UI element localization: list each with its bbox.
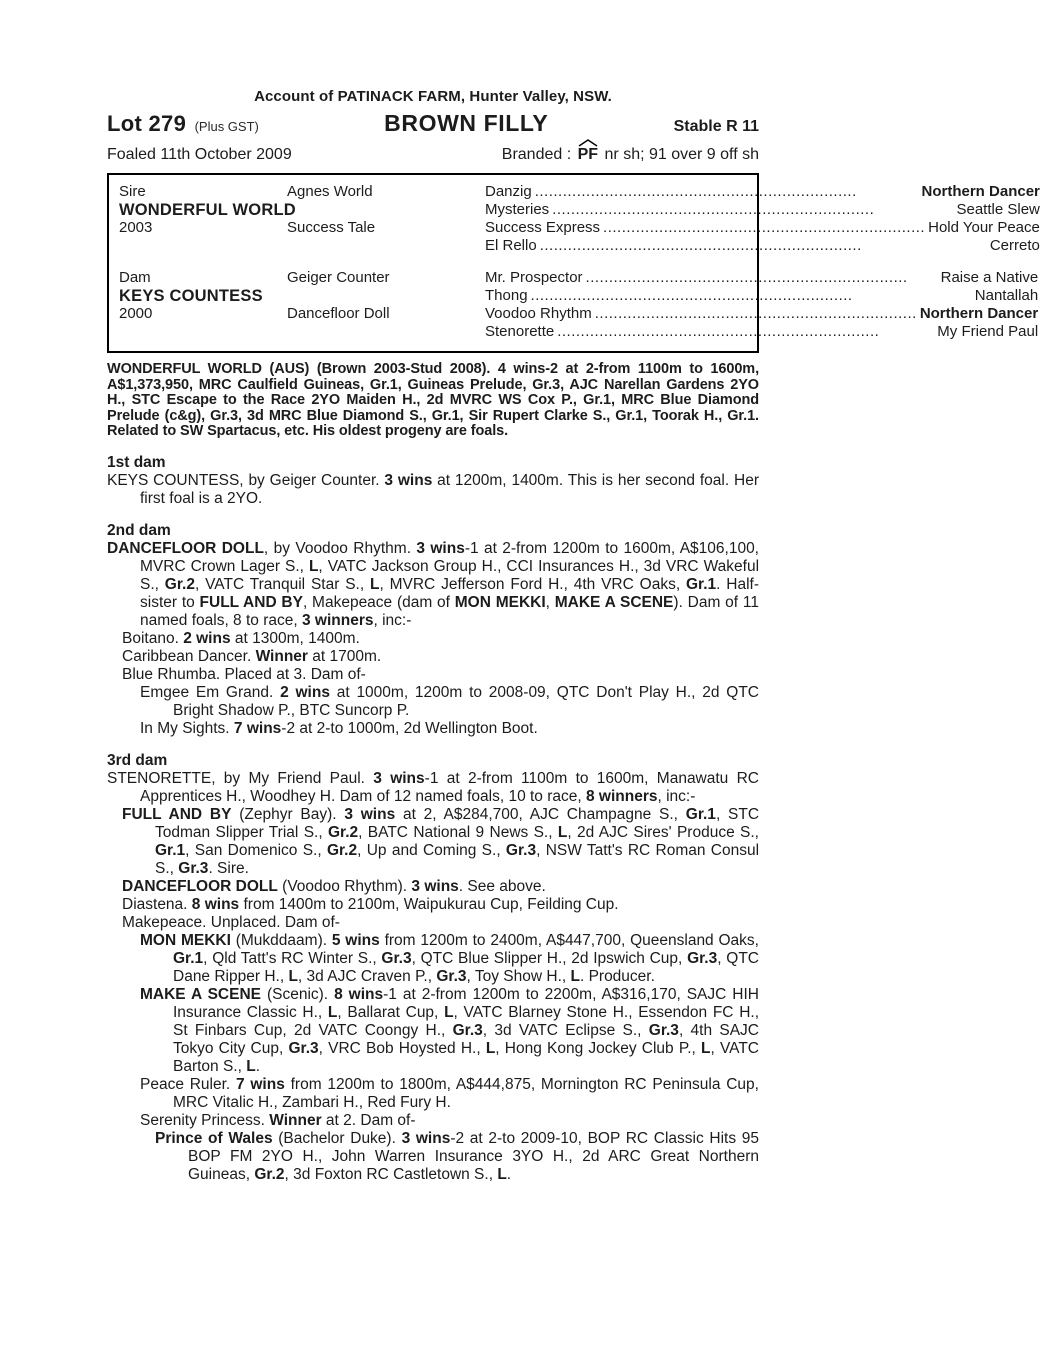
bold-text: MON MEKKI — [140, 931, 231, 949]
text: . Sire. — [208, 859, 249, 877]
pedigree-paragraph — [140, 932, 759, 986]
text: at 2. Dam of- — [321, 1111, 416, 1129]
pedigree-year: 2000 — [119, 305, 153, 322]
great-grandparent-name: Seattle Slew — [956, 201, 1040, 218]
pedigree-row — [119, 183, 1040, 255]
text: , Makepeace (dam of — [302, 593, 455, 611]
section — [107, 454, 759, 508]
grandparent-name: El Rello — [485, 237, 537, 254]
grandparent-name: Danzig — [485, 183, 532, 200]
text: -1 at 2-from 1200m to 1600m, A$106,100, MVRC Crown Lager S., — [140, 539, 759, 575]
spacer — [287, 201, 485, 219]
grandparent-name: Stenorette — [485, 323, 555, 340]
pedigree-parents — [287, 269, 485, 341]
text: , QTC Dane Ripper H., — [173, 949, 759, 985]
text: , inc:- — [657, 787, 696, 805]
ancestor-line — [485, 237, 1040, 255]
text: Boitano. — [122, 629, 184, 647]
text: (Scenic). — [261, 985, 335, 1003]
bold-text: Prince of Wales — [155, 1129, 273, 1147]
great-grandparent-name: Northern Dancer — [921, 183, 1040, 200]
text: from 1200m to 1800m, A$444,875, Mornington RC Peninsula Cup, MRC Vitalic H., Zambari H., Red Fury H. — [173, 1075, 759, 1111]
text: , 4th SAJC Tokyo City Cup, — [173, 1021, 759, 1057]
bold-text: Gr.1 — [173, 949, 204, 967]
ancestor-line — [485, 323, 1038, 341]
pedigree-ancestors — [485, 269, 1038, 341]
bold-text: Gr.2 — [164, 575, 195, 593]
great-grandparent-name: Cerreto — [989, 237, 1040, 254]
text: at 1000m, 1200m to 2008-09, QTC Don't Play H., 2d QTC Bright Shadow P., BTC Suncorp P. — [173, 683, 759, 719]
bold-text: L — [288, 967, 298, 985]
pedigree-name: KEYS COUNTESS — [119, 287, 263, 305]
text: , 3d Foxton RC Castletown S., — [284, 1165, 498, 1183]
bold-text: Gr.3 — [452, 1021, 483, 1039]
text: , MVRC Jefferson Ford H., 4th VRC Oaks, — [379, 575, 686, 593]
text: KEYS COUNTESS, by Geiger Counter. — [107, 471, 385, 489]
bold-text: 3 wins — [401, 1129, 451, 1147]
bold-text: Gr.3 — [288, 1039, 319, 1057]
text: Diastena. — [122, 895, 192, 913]
text: , NSW Tatt's RC Roman Consul S., — [155, 841, 760, 877]
text: , VATC Barton S., — [173, 1039, 759, 1075]
leader-dots — [603, 219, 925, 237]
bold-text: FULL AND BY — [199, 593, 303, 611]
pedigree-paragraph — [122, 630, 759, 648]
text: -2 at 2-to 1000m, 2d Wellington Boot. — [281, 719, 538, 737]
text: , Ballarat Cup, — [337, 1003, 445, 1021]
text: , — [545, 593, 555, 611]
text: at 1700m. — [307, 647, 382, 665]
bold-text: Gr.1 — [685, 575, 717, 593]
bold-text: Winner — [269, 1111, 322, 1129]
pedigree-paragraph — [140, 1112, 759, 1130]
leader-dots — [552, 201, 953, 219]
text: , 3d AJC Craven P., — [297, 967, 437, 985]
bold-text: MAKE A SCENE — [140, 985, 261, 1003]
text: , VRC Bob Hoysted H., — [318, 1039, 486, 1057]
text: , Hong Kong Jockey Club P., — [495, 1039, 701, 1057]
text: , 3d VATC Eclipse S., — [482, 1021, 649, 1039]
grandparent-name: Mr. Prospector — [485, 269, 583, 286]
stable-number: Stable R 11 — [673, 118, 759, 135]
text: , QTC Blue Slipper H., 2d Ipswich Cup, — [411, 949, 688, 967]
text: at 2, A$284,700, AJC Champagne S., — [395, 805, 686, 823]
parent-name: Agnes World — [287, 183, 373, 200]
pedigree-subject — [119, 269, 287, 341]
bold-text: Gr.3 — [381, 949, 412, 967]
grandparent-name: Success Express — [485, 219, 601, 236]
spacer — [287, 287, 485, 305]
brand-mark — [578, 146, 598, 164]
pedigree-paragraph — [107, 540, 759, 630]
text: -1 at 2-from 1200m to 2200m, A$316,170, SAJC HIH Insurance Classic H., — [173, 985, 759, 1021]
section-heading: 1st dam — [107, 453, 166, 471]
grandparent-name: Voodoo Rhythm — [485, 305, 592, 322]
pedigree-paragraph — [107, 472, 759, 508]
leader-dots — [586, 269, 938, 287]
text: (Voodoo Rhythm). — [277, 877, 412, 895]
grandparent-name: Mysteries — [485, 201, 550, 218]
section — [107, 522, 759, 738]
bold-text: 3 wins — [373, 769, 425, 787]
text: Blue Rhumba. Placed at 3. Dam of- — [122, 665, 366, 683]
lot-left — [107, 111, 259, 137]
ancestor-line — [485, 305, 1038, 323]
bold-text: DANCEFLOOR DOLL — [122, 877, 278, 895]
pedigree-role: Dam — [119, 269, 151, 286]
parent-name: Geiger Counter — [287, 269, 390, 286]
bold-text: Gr.1 — [685, 805, 716, 823]
text: , VATC Jackson Group H., CCI Insurances H., 3d VRC Wakeful S., — [140, 557, 760, 593]
parent-name: Success Tale — [287, 219, 376, 236]
ancestor-line — [485, 287, 1038, 305]
text: , Qld Tatt's RC Winter S., — [203, 949, 382, 967]
pedigree-paragraph — [140, 986, 759, 1076]
bold-text: 7 wins — [233, 719, 282, 737]
pedigree-paragraph — [122, 648, 759, 666]
bold-text: 5 wins — [331, 931, 380, 949]
pedigree-paragraph — [122, 806, 759, 878]
text: at 1200m, 1400m. This is her second foal. Her first foal is a 2YO. — [140, 471, 759, 507]
pedigree-table — [107, 173, 1040, 353]
bold-text: 3 winners — [301, 611, 374, 629]
branded-suffix: nr sh; 91 over 9 off sh — [604, 146, 759, 163]
text: , BATC National 9 News S., — [358, 823, 558, 841]
text: Serenity Princess. — [140, 1111, 270, 1129]
text: , San Domenico S., — [185, 841, 327, 859]
text: , 2d AJC Sires' Produce S., — [567, 823, 759, 841]
leader-dots — [531, 287, 972, 305]
bold-text: Gr.3 — [687, 949, 718, 967]
pedigree-paragraph — [140, 684, 759, 720]
text: -1 at 2-from 1100m to 1600m, Manawatu RC Apprentices H., Woodhey H. Dam of 12 named foals, 10 to race, — [140, 769, 759, 805]
great-grandparent-name: Nantallah — [974, 287, 1039, 304]
text: Peace Ruler. — [140, 1075, 236, 1093]
ancestor-line — [485, 201, 1040, 219]
text: , Toy Show H., — [466, 967, 571, 985]
text: , VATC Blarney Stone H., Essendon FC H., St Finbars Cup, 2d VATC Coongy H., — [173, 1003, 759, 1039]
text: . — [255, 1057, 261, 1075]
bold-text: 3 wins — [344, 805, 396, 823]
bold-text: L — [444, 1003, 454, 1021]
pedigree-paragraph — [107, 770, 759, 806]
leader-dots — [540, 237, 987, 255]
bold-text: 8 winners — [586, 787, 658, 805]
text: In My Sights. — [140, 719, 234, 737]
text: from 1200m to 2400m, A$447,700, Queensland Oaks, — [379, 931, 759, 949]
brand-hat-icon — [578, 139, 598, 147]
text: , VATC Tranquil Star S., — [194, 575, 370, 593]
bold-text: Gr.3 — [436, 967, 467, 985]
section-heading: 2nd dam — [107, 521, 171, 539]
leader-dots — [557, 323, 934, 341]
pedigree-subject — [119, 183, 296, 255]
bold-text: 3 wins — [384, 471, 433, 489]
bold-text: 8 wins — [334, 985, 384, 1003]
text: (Mukddaam). — [230, 931, 332, 949]
brand-letters: PF — [577, 146, 599, 163]
pedigree-paragraph — [122, 666, 759, 684]
text: , by Voodoo Rhythm. — [263, 539, 417, 557]
text: from 1400m to 2100m, Waipukurau Cup, Feilding Cup. — [239, 895, 619, 913]
text: Emgee Em Grand. — [140, 683, 281, 701]
bold-text: 8 wins — [191, 895, 240, 913]
text: , Up and Coming S., — [357, 841, 506, 859]
bold-text: L — [700, 1039, 711, 1057]
catalog-page — [107, 0, 1040, 1184]
great-grandparent-name: Raise a Native — [940, 269, 1039, 286]
pedigree-role: Sire — [119, 183, 146, 200]
great-grandparent-name: My Friend Paul — [937, 323, 1039, 340]
bold-text: WONDERFUL WORLD (AUS) (Brown 2003-Stud 2008). 4 wins-2 at 2-from 1100m to 1600m, A$1,373,950, MRC Caulfield Guineas, Gr.1, Guineas Prelude, Gr.3, AJC Narellan Gardens 2YO H., STC Escape to the Race 2YO Maiden H., 2d MVRC WS Cox P., Gr.1, MRC Blue Diamond Prelude (c&g), Gr.3, 3d MRC Blue Diamond S., Gr.1, Sir Rupert Clarke S., Gr.1, Toorak H., Gr.1. Related to SW Spartacus, etc. His oldest progeny are foals. — [107, 361, 759, 439]
great-grandparent-name: Northern Dancer — [919, 305, 1039, 322]
bold-text: 2 wins — [183, 629, 231, 647]
branded-line — [502, 146, 759, 164]
bold-text: FULL AND BY — [122, 805, 232, 823]
parent-name: Dancefloor Doll — [287, 305, 390, 322]
bold-text: 7 wins — [235, 1075, 285, 1093]
bold-text: L — [570, 967, 580, 985]
pedigree-paragraph — [140, 720, 759, 738]
bold-text: Gr.2 — [327, 823, 359, 841]
ancestor-line — [485, 183, 1040, 201]
ancestor-line — [485, 269, 1038, 287]
ancestor-line — [485, 219, 1040, 237]
bold-text: L — [246, 1057, 256, 1075]
leader-dots — [535, 183, 919, 201]
grandparent-name: Thong — [485, 287, 528, 304]
text: Caribbean Dancer. — [122, 647, 256, 665]
text: at 1300m, 1400m. — [230, 629, 360, 647]
section — [107, 752, 759, 1184]
pedigree-ancestors — [485, 183, 1040, 255]
bold-text: 2 wins — [280, 683, 330, 701]
pedigree-paragraph — [122, 896, 759, 914]
bold-text: Gr.2 — [254, 1165, 285, 1183]
bold-text: Gr.3 — [178, 859, 209, 877]
pedigree-paragraph — [155, 1130, 759, 1184]
bold-text: L — [308, 557, 319, 575]
pedigree-paragraph — [122, 878, 759, 896]
foaled-row — [107, 146, 759, 164]
text: . Half-sister to — [140, 575, 760, 611]
pedigree-name: WONDERFUL WORLD — [119, 201, 296, 219]
text: (Zephyr Bay). — [231, 805, 345, 823]
pedigree-paragraph — [122, 914, 759, 932]
text: ). Dam of 11 named foals, 8 to race, — [140, 593, 759, 629]
text: . Producer. — [579, 967, 655, 985]
text: STENORETTE, by My Friend Paul. — [107, 769, 374, 787]
great-grandparent-name: Hold Your Peace — [928, 219, 1040, 236]
pedigree-row — [119, 269, 1039, 341]
text: , STC Todman Slipper Trial S., — [155, 805, 760, 841]
bold-text: Gr.3 — [505, 841, 537, 859]
lot-number: Lot 279 — [107, 111, 187, 136]
bold-text: MON MEKKI — [454, 593, 546, 611]
pedigree-year: 2003 — [119, 219, 153, 236]
leader-dots — [595, 305, 917, 323]
text: , inc:- — [373, 611, 412, 629]
text: (Bachelor Duke). — [272, 1129, 402, 1147]
branded-prefix: Branded : — [501, 146, 572, 163]
foaled-date: Foaled 11th October 2009 — [107, 146, 292, 163]
bold-text: Gr.2 — [326, 841, 358, 859]
bold-text: Winner — [255, 647, 308, 665]
bold-text: 3 wins — [411, 877, 459, 895]
section-heading: 3rd dam — [107, 751, 168, 769]
bold-text: DANCEFLOOR DOLL — [107, 539, 264, 557]
pedigree-parents — [287, 183, 485, 255]
account-line: Account of PATINACK FARM, Hunter Valley, NSW. — [254, 88, 612, 105]
pedigree-paragraph — [140, 1076, 759, 1112]
bold-text: L — [557, 823, 568, 841]
text: -2 at 2-to 2009-10, BOP RC Classic Hits 95 BOP FM 2YO H., John Warren Insurance 3YO H., 2d ARC Great Northern Guineas, — [188, 1129, 759, 1183]
horse-title: BROWN FILLY — [384, 110, 549, 136]
bold-text: L — [370, 575, 380, 593]
bold-text: Gr.1 — [155, 841, 186, 859]
bold-text: 3 wins — [416, 539, 465, 557]
text: . — [506, 1165, 512, 1183]
plus-gst-label: (Plus GST) — [194, 119, 259, 134]
lot-row — [107, 110, 759, 137]
sire-summary — [107, 362, 759, 440]
bold-text: L — [327, 1003, 338, 1021]
bold-text: Gr.3 — [648, 1021, 679, 1039]
dam-sections — [107, 454, 759, 1184]
bold-text: MAKE A SCENE — [554, 593, 674, 611]
bold-text: L — [497, 1165, 507, 1183]
text: . See above. — [458, 877, 546, 895]
text: Makepeace. Unplaced. Dam of- — [122, 913, 340, 931]
bold-text: L — [485, 1039, 496, 1057]
